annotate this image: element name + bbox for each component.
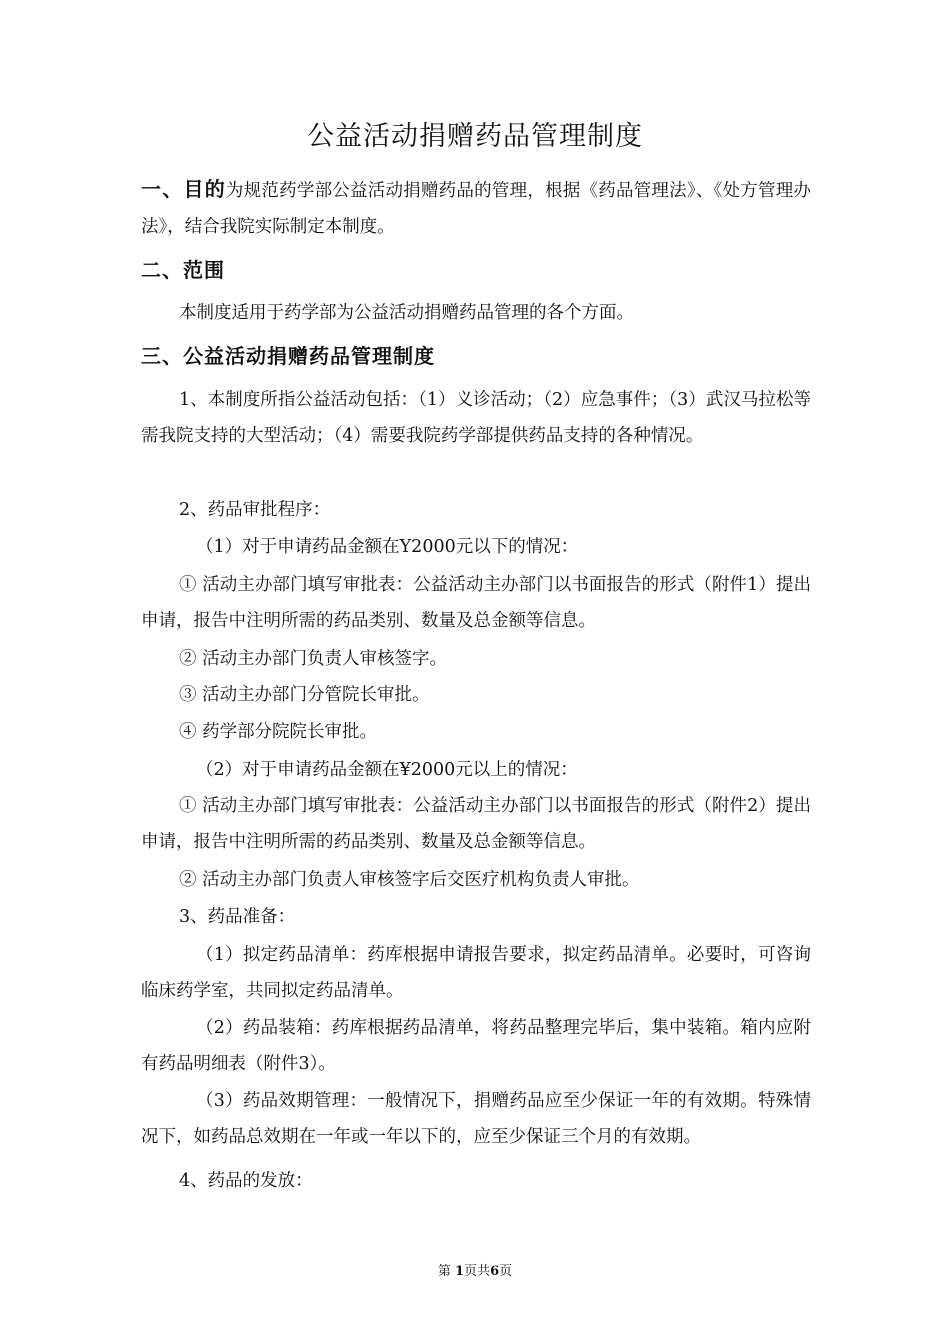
rules-paragraph-2-1-c: ③ 活动主办部门分管院长审批。 xyxy=(179,685,430,705)
rules-paragraph-1: 1、本制度所指公益活动包括：（1）义诊活动；（2）应急事件；（3）武汉马拉松等需我院支持的大型活动；（4）需要我院药学部提供药品支持的各种情况。 xyxy=(141,390,811,446)
section-scope-text: 本制度适用于药学部为公益活动捐赠药品管理的各个方面。 xyxy=(179,303,634,323)
rules-paragraph-3-3: （3）药品效期管理：一般情况下，捐赠药品应至少保证一年的有效期。特殊情况下，如药品总效期在一年或一年以下的，应至少保证三个月的有效期。 xyxy=(141,1091,811,1147)
section-purpose-heading: 一、目的 xyxy=(141,177,226,201)
footer-prefix: 第 xyxy=(437,1264,451,1279)
rules-paragraph-2: 2、药品审批程序： xyxy=(179,500,331,520)
rules-paragraph-4: 4、药品的发放： xyxy=(179,1171,313,1191)
footer-total-pages: 6 xyxy=(490,1264,500,1279)
section-purpose-text: 为规范药学部公益活动捐赠药品的管理，根据《药品管理法》、《处方管理办法》，结合我院实际制定本制度。 xyxy=(141,181,812,237)
rules-paragraph-2-1-a: ① 活动主办部门填写审批表：公益活动主办部门以书面报告的形式（附件1）提出申请，报告中注明所需的药品类别、数量及总金额等信息。 xyxy=(141,575,811,631)
section-rules-heading: 三、公益活动捐赠药品管理制度 xyxy=(141,344,435,368)
rules-paragraph-2-2-a: ① 活动主办部门填写审批表：公益活动主办部门以书面报告的形式（附件2）提出申请，报告中注明所需的药品类别、数量及总金额等信息。 xyxy=(141,796,811,852)
section-scope-heading: 二、范围 xyxy=(141,258,225,282)
rules-paragraph-3: 3、药品准备： xyxy=(179,907,296,927)
rules-paragraph-2-2-b: ② 活动主办部门负责人审核签字后交医疗机构负责人审批。 xyxy=(179,870,640,890)
footer-suffix: 页 xyxy=(499,1264,513,1279)
footer-page-number: 1 xyxy=(455,1264,465,1279)
footer-middle: 页共 xyxy=(464,1264,491,1279)
page-footer xyxy=(0,1260,950,1279)
rules-paragraph-3-2: （2）药品装箱：药库根据药品清单，将药品整理完毕后，集中装箱。箱内应附有药品明细表（附件3）。 xyxy=(141,1018,811,1074)
section-purpose xyxy=(141,171,811,245)
rules-paragraph-3-1: （1）拟定药品清单：药库根据申请报告要求，拟定药品清单。必要时，可咨询临床药学室，共同拟定药品清单。 xyxy=(141,945,811,1001)
rules-paragraph-2-1: （1）对于申请药品金额在Y2000元以下的情况： xyxy=(196,537,579,557)
document-title: 公益活动捐赠药品管理制度 xyxy=(307,121,643,152)
rules-paragraph-2-1-d: ④ 药学部分院院长审批。 xyxy=(179,722,378,742)
rules-paragraph-2-2: （2）对于申请药品金额在¥2000元以上的情况： xyxy=(196,760,578,780)
rules-paragraph-2-1-b: ② 活动主办部门负责人审核签字。 xyxy=(179,649,448,669)
